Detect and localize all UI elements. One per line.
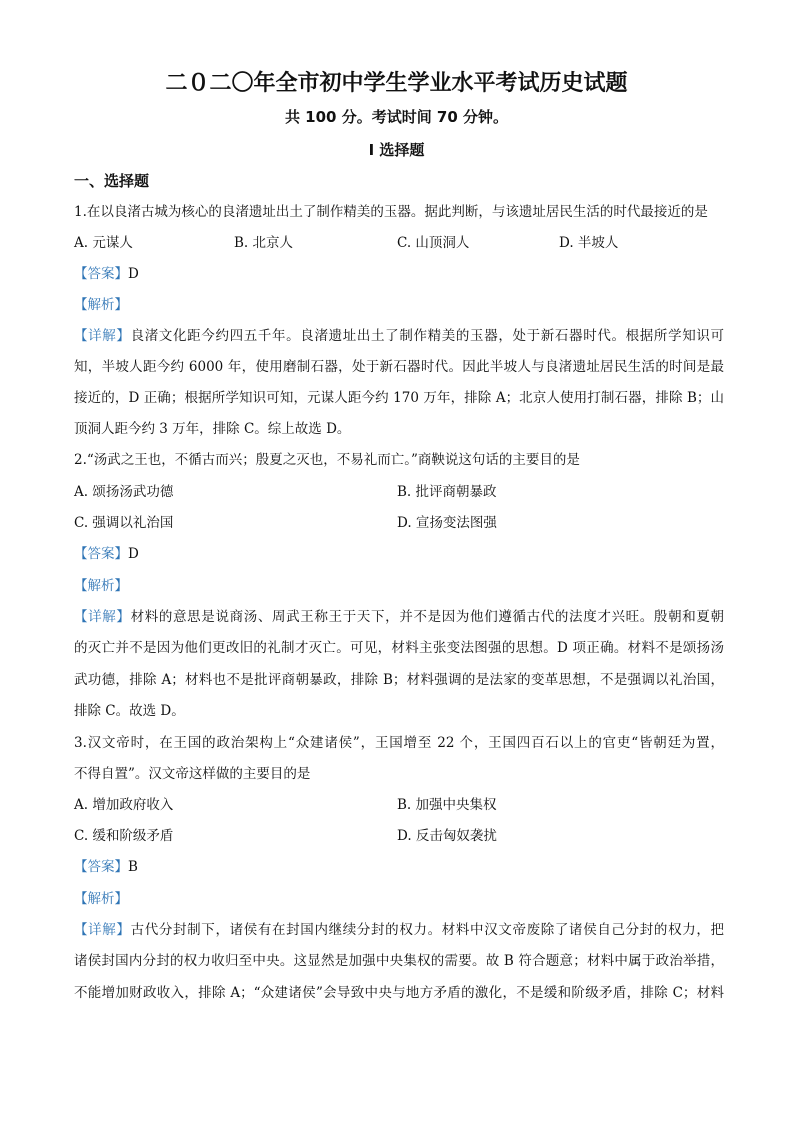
q2-analysis <box>74 576 724 596</box>
q1-detail-line <box>74 326 724 346</box>
q2-answer <box>74 544 724 564</box>
q3-detail-line: 不能增加财政收入，排除 A；“众建诸侯”会导致中央与地方矛盾的激化，不是缓和阶级矛盾，排除 C；材料 <box>74 985 724 1001</box>
answer-value: D <box>128 266 139 282</box>
q3-answer <box>74 857 724 877</box>
answer-label: 【答案】 <box>74 266 128 282</box>
q1-detail-line: 顶洞人距今约 3 万年，排除 C。综上故选 D。 <box>74 421 351 437</box>
part-heading: I 选择题 <box>368 141 425 159</box>
q3-analysis <box>74 889 724 909</box>
q3-detail-line: 诸侯封国内分封的权力收归至中央。这显然是加强中央集权的需要。故 B 符合题意；材料中属于政治举措， <box>74 953 724 969</box>
q1-analysis <box>74 295 724 315</box>
detail-label: 【详解】 <box>74 922 131 938</box>
answer-label: 【答案】 <box>74 546 128 562</box>
answer-value: D <box>128 546 139 562</box>
answer-label: 【答案】 <box>74 859 128 875</box>
analysis-label: 【解析】 <box>74 578 128 594</box>
q3-option-d: D. 反击匈奴袭扰 <box>397 828 497 844</box>
q2-detail-line: 武功德，排除 A；材料也不是批评商朝暴政，排除 B；材料强调的是法家的变革思想，不是强调以礼治国， <box>74 672 724 688</box>
question-1-stem: 1.在以良渚古城为核心的良渚遗址出土了制作精美的玉器。据此判断，与该遗址居民生活的时代最接近的是 <box>74 204 708 220</box>
q1-option-c: C. 山顶洞人 <box>397 235 470 251</box>
detail-label: 【详解】 <box>74 328 131 344</box>
detail-text: 良渚文化距今约四五千年。良渚遗址出土了制作精美的玉器，处于新石器时代。根据所学知识可 <box>130 328 724 344</box>
detail-label: 【详解】 <box>74 609 131 625</box>
q3-option-c: C. 缓和阶级矛盾 <box>74 828 174 844</box>
detail-text: 古代分封制下，诸侯有在封国内继续分封的权力。材料中汉文帝废除了诸侯自己分封的权力，把 <box>130 922 724 938</box>
question-3-stem: 不得自置”。汉文帝这样做的主要目的是 <box>74 766 311 782</box>
q1-answer <box>74 264 724 284</box>
q1-option-b: B. 北京人 <box>234 235 294 251</box>
q2-option-d: D. 宣扬变法图强 <box>397 515 497 531</box>
q2-detail-line <box>74 607 724 627</box>
answer-value: B <box>128 859 138 875</box>
q2-detail-line: 的灭亡并不是因为他们更改旧的礼制才灭亡。可见，材料主张变法图强的思想。D 项正确。材料不是颂扬汤 <box>74 640 724 656</box>
q1-option-d: D. 半坡人 <box>559 235 619 251</box>
section-heading: 一、选择题 <box>74 172 150 190</box>
analysis-label: 【解析】 <box>74 297 128 313</box>
q2-detail-line: 排除 C。故选 D。 <box>74 703 185 719</box>
q2-option-a: A. 颂扬汤武功德 <box>74 484 174 500</box>
q3-detail-line <box>74 920 724 940</box>
page-title: 二０二〇年全市初中学生学业水平考试历史试题 <box>165 71 628 96</box>
exam-info: 共 100 分。考试时间 70 分钟。 <box>284 108 509 126</box>
q3-option-a: A. 增加政府收入 <box>74 797 174 813</box>
question-3-stem: 3.汉文帝时，在王国的政治架构上“众建诸侯”，王国增至 22 个，王国四百石以上的官吏“皆朝廷为置， <box>74 735 724 751</box>
q1-option-a: A. 元谋人 <box>74 235 133 251</box>
q1-detail-line: 知，半坡人距今约 6000 年，使用磨制石器，处于新石器时代。因此半坡人与良渚遗址居民生活的时间是最 <box>74 359 724 375</box>
detail-text: 材料的意思是说商汤、周武王称王于天下，并不是因为他们遵循古代的法度才兴旺。殷朝和夏朝 <box>130 609 724 625</box>
question-2-stem: 2.“汤武之王也，不循古而兴；殷夏之灭也，不易礼而亡。”商鞅说这句话的主要目的是 <box>74 452 580 468</box>
analysis-label: 【解析】 <box>74 891 128 907</box>
q2-option-c: C. 强调以礼治国 <box>74 515 174 531</box>
q1-detail-line: 接近的，D 正确；根据所学知识可知，元谋人距今约 170 万年，排除 A；北京人使用打制石器，排除 B；山 <box>74 390 724 406</box>
q3-option-b: B. 加强中央集权 <box>397 797 497 813</box>
q2-option-b: B. 批评商朝暴政 <box>397 484 497 500</box>
